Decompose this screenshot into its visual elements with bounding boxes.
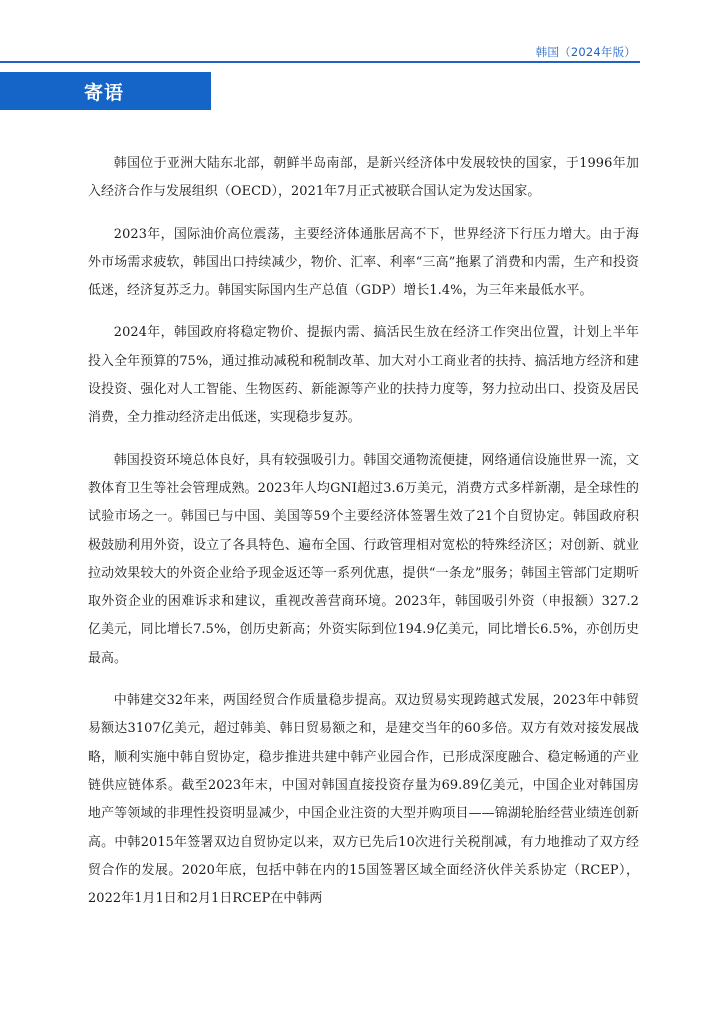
header-rule — [0, 61, 640, 63]
paragraph: 韩国位于亚洲大陆东北部，朝鲜半岛南部，是新兴经济体中发展较快的国家，于1996年加入经济合作与发展组织（OECD），2021年7月正式被联合国认定为发达国家。 — [88, 156, 639, 200]
paragraph: 2023年，国际油价高位震荡，主要经济体通胀居高不下，世界经济下行压力增大。由于海外市场需求疲软，韩国出口持续减少，物价、汇率、利率“三高”拖累了消费和内需，生产和投资低迷，经济复苏乏力。韩国实际国内生产总值（GDP）增长1.4%，为三年来最低水平。 — [88, 226, 639, 299]
paragraph: 韩国投资环境总体良好，具有较强吸引力。韩国交通物流便捷，网络通信设施世界一流，文教体育卫生等社会管理成熟。2023年人均GNI超过3.6万美元，消费方式多样新潮，是全球性的试验市场之一。韩国已与中国、美国等59个主要经济体签署生效了21个自贸协定。韩国政府积极鼓励利用外资，设立了各具特色、遍布全国、行政管理相对宽松的特殊经济区；对创新、就业拉动效果较大的外资企业给予现金返还等一系列优惠，提供“一条龙”服务；韩国主管部门定期听取外资企业的困难诉求和建议，重视改善营商环境。2023年，韩国吸引外资（申报额）327.2亿美元，同比增长7.5%，创历史新高；外资实际到位194.9亿美元，同比增长6.5%，亦创历史最高。 — [88, 452, 639, 666]
body-text — [88, 150, 639, 927]
section-title: 寄语 — [84, 82, 125, 104]
running-header: 韩国（2024年版） — [535, 45, 636, 59]
paragraph: 2024年，韩国政府将稳定物价、提振内需、搞活民生放在经济工作突出位置，计划上半年投入全年预算的75%，通过推动减税和税制改革、加大对小工商业者的扶持、搞活地方经济和建设投资、强化对人工智能、生物医药、新能源等产业的扶持力度等，努力拉动出口、投资及居民消费，全力推动经济走出低迷，实现稳步复苏。 — [88, 325, 639, 426]
section-banner — [0, 72, 211, 110]
paragraph: 中韩建交32年来，两国经贸合作质量稳步提高。双边贸易实现跨越式发展，2023年中韩贸易额达3107亿美元，超过韩美、韩日贸易额之和，是建交当年的60多倍。双方有效对接发展战略，顺利实施中韩自贸协定，稳步推进共建中韩产业园合作，已形成深度融合、稳定畅通的产业链供应链体系。截至2023年末，中国对韩国直接投资存量为69.89亿美元，中国企业对韩国房地产等领域的非理性投资明显减少，中国企业注资的大型并购项目——锦湖轮胎经营业绩连创新高。中韩2015年签署双边自贸协定以来，双方已先后10次进行关税削减，有力地推动了双方经贸合作的发展。2020年底，包括中韩在内的15国签署区域全面经济伙伴关系协定（RCEP），2022年1月1日和2月1日RCEP在中韩两 — [88, 693, 639, 907]
